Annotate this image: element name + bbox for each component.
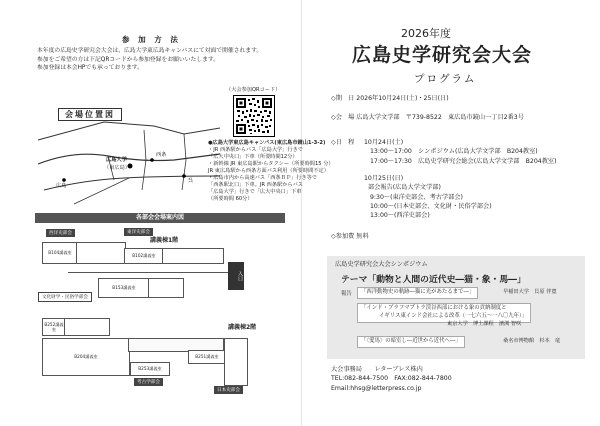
conference-title: 広島史学研究会大会 [352, 44, 533, 66]
schedule-venue [331, 113, 524, 122]
intro-line-3: 参加登録は本会HPでも承っております。 [37, 65, 143, 72]
year-label: 2026年度 [401, 27, 451, 40]
access-line: 「広島大学」行きで「広大中央口」下車 [208, 189, 302, 196]
floor-1-label: 講義棟1階 [150, 237, 179, 244]
room-east [224, 338, 248, 386]
floor-2-plan [38, 316, 288, 416]
date-label: ◇期 日 [331, 95, 355, 102]
paper-1-title: 「西洋動物史の軌跡―猫に光があたるまで―」 [357, 287, 478, 299]
intro-line-2: 参加をご希望の方は下記QRコードから参加登録をお願いいたします。 [37, 56, 220, 63]
map-label-hiroshima: 広島 [56, 183, 67, 189]
room-b204: B204講義室 [42, 338, 130, 376]
map-label-ict: （東広島） [104, 165, 130, 171]
floor-1-plan [38, 226, 288, 314]
office-contact [331, 374, 452, 383]
room-unlabeled [76, 242, 126, 264]
location-map [34, 108, 224, 206]
day2-block [364, 174, 492, 220]
symposium-label: 広島史学研究会大会シンポジウム [335, 261, 428, 268]
office-email[interactable]: Email:hhsg@letterpress.co.jp [331, 384, 422, 392]
paper-2-title: 「インド・ブラフマプトラ渓谷西部における象の貢納制度と [361, 305, 507, 311]
venue-text: 広島大学文学部 〒739-8522 東広島市鏡山一丁目2番3号 [356, 114, 524, 121]
intro-line-1: 本年度の広島史学研究会大会は、広島大学東広島キャンパスにて対面で開催されます。 [37, 48, 263, 54]
room-b252: B252講義室 [42, 318, 66, 336]
participation-heading: 参 加 方 法 [122, 35, 181, 44]
access-title: ●広島大学東広島キャンパス(東広島市鏡山1-3-2) [208, 140, 326, 146]
day1-block [364, 138, 556, 166]
paper-2-presenter: 東京大学 博士課程 濱渕 智咲 [447, 321, 522, 327]
room-b104: B104講義室 [42, 242, 78, 264]
room-b253: B253講義室 [130, 362, 170, 376]
map-label-hiroshima-univ: 広島大学 [106, 157, 127, 163]
access-line: ・広島市内から高速バス「西条ＢＰ」行き等で [208, 175, 317, 182]
venue-map-banner: 各部会会場案内図 [35, 213, 285, 223]
symposium-box [327, 256, 585, 359]
paper-2-title-cont: イギリス東インド会社による改革（一七六五～一八〇九年）」 [379, 312, 528, 319]
day1-item: 13:00～17:00 シンポジウム(広島大学文学部 B204教室) [370, 148, 538, 156]
room-upper [64, 318, 110, 336]
japanese-section-tag: 日本史部会 [214, 386, 243, 394]
paper-3-title: 「〈愛馬〉の暗室し―近世から近代へ―」 [357, 336, 465, 348]
intro-text [37, 47, 262, 73]
day1-date: 10月24日(土) [364, 139, 404, 146]
office-block [331, 365, 452, 393]
report-label: 報告 [341, 291, 352, 297]
western-section-tag: 西洋史部会 [46, 229, 75, 237]
office-line [331, 365, 452, 374]
oriental-section-tag: 東洋史部会 [124, 228, 153, 236]
registration-qr-code[interactable] [233, 95, 275, 137]
day2-item: 10:00～(日本史部会、文化財・民俗学部会) [370, 202, 492, 210]
paper-1-presenter: 早稲田大学 貝原 伴寛 [503, 289, 557, 295]
map-drawing [34, 120, 224, 206]
fold-line [301, 0, 302, 426]
map-label-kure: 呉 [188, 178, 194, 184]
map-title: 会場位置図 [58, 108, 122, 121]
room-b153: B153講義室 [98, 278, 150, 298]
archaeology-section-tag: 考古学部会 [134, 378, 163, 386]
access-line: 「広大中央口」下車（所要時間12分） [208, 154, 298, 161]
fee-text: ◇参加費 無料 [331, 233, 369, 240]
culture-section-tag: 文化財学・民俗学部会 [38, 292, 92, 302]
day2-heading: 部会報告(広島大学文学部) [368, 184, 441, 192]
corridor [68, 262, 236, 273]
schedule-date [331, 94, 449, 103]
office-tel: TEL:082-844-7500 [331, 375, 389, 383]
entrance-label: 入口 [228, 262, 244, 290]
room-small [148, 278, 184, 298]
office-label: 大会事務局 [331, 366, 362, 373]
date-text: 2026年10月24日(土)・25日(日) [356, 95, 449, 102]
symposium-theme: テーマ「動物と人間の近代史―猫・象・馬―」 [341, 275, 526, 285]
access-line: ・JR 西条駅からバス「広島大学」行きで [208, 147, 303, 154]
access-info [208, 140, 334, 203]
access-line: ・新幹線 JR 東広島駅からタクシー（所要時間15 分） [208, 161, 334, 168]
paper-2-title-box [357, 303, 531, 323]
schedule-nittei-label: ◇日 程 [331, 139, 355, 146]
access-line: 「西条駅北口」下車。JR 西条駅からバス [208, 182, 303, 189]
room-b251: B251講義室 [188, 350, 226, 364]
day2-item: 9:30～(東洋史部会、考古学部会) [370, 193, 463, 201]
floor-2-label: 講義棟2階 [228, 324, 257, 331]
paper-3-presenter: 桑名市博物館 杉本 竜 [503, 338, 561, 344]
program-subtitle: プログラム [414, 73, 477, 85]
venue-label: ◇会 場 [331, 114, 355, 121]
office-org: レターブレス株内 [374, 366, 423, 373]
access-line: （所要時間 60分） [208, 196, 253, 203]
qr-caption: （大会参加QRコード） [226, 87, 281, 93]
room-b102: B102講義室 [124, 248, 164, 264]
map-label-saijo: 西条 [156, 152, 167, 158]
office-fax: FAX:082-844-7800 [394, 375, 452, 383]
day2-item: 13:00～(西洋史部会) [370, 212, 430, 220]
day1-item: 17:00～17:30 広島史学研究会総会(広島大学文学部 B204教室) [370, 157, 557, 165]
access-line: JR 東広島駅から西条方面バス利用（所要時間不定） [208, 168, 329, 175]
day2-date: 10月25日(日) [364, 175, 404, 182]
